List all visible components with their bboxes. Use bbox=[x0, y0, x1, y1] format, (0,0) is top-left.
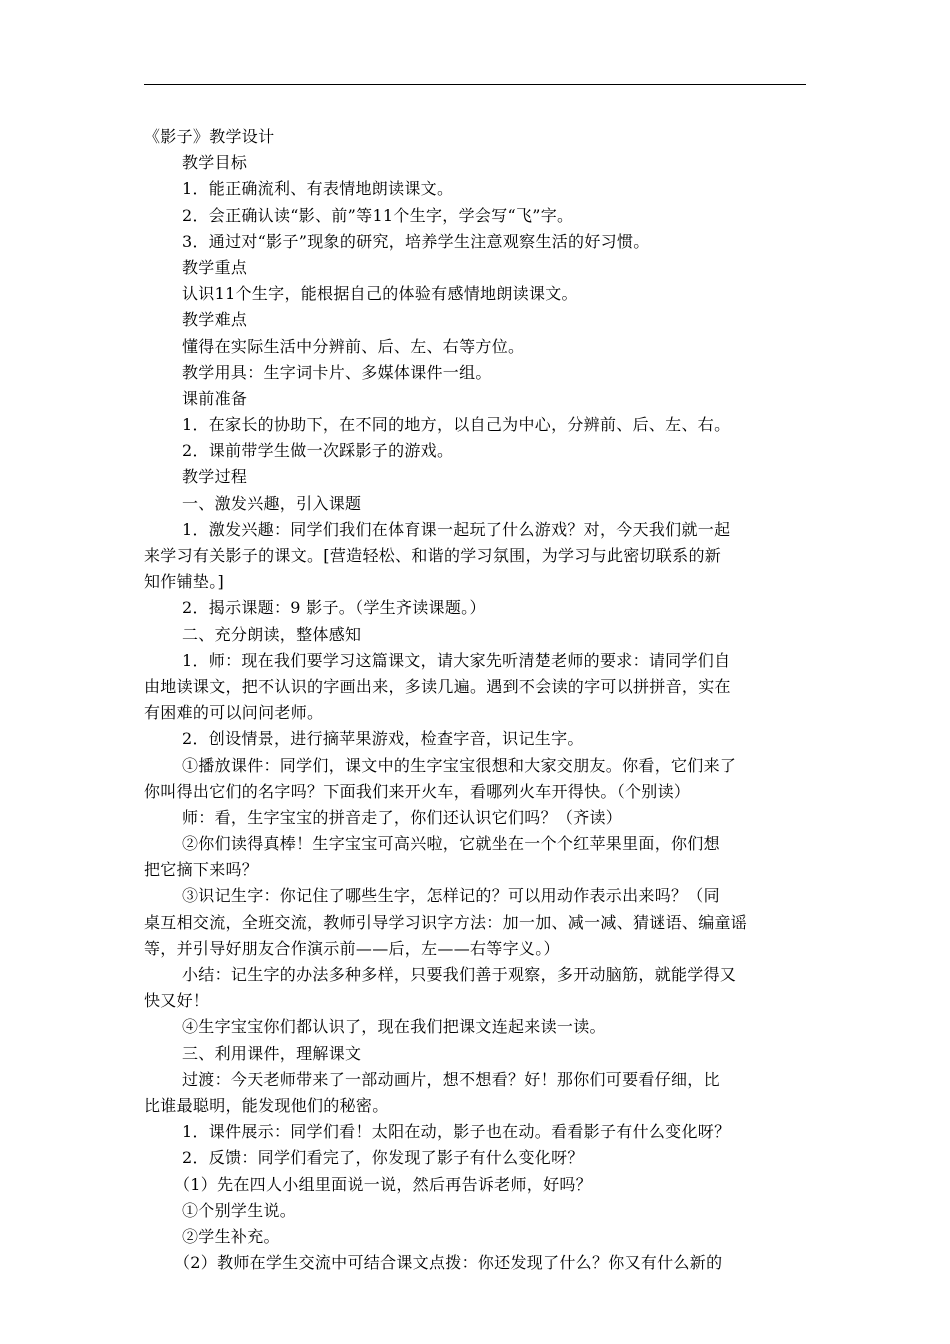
document-body bbox=[144, 124, 806, 1276]
paragraph-line: 教学用具：生字词卡片、多媒体课件一组。 bbox=[182, 362, 492, 382]
paragraph-line: ②学生补充。 bbox=[182, 1226, 280, 1246]
paragraph-line: （2）教师在学生交流中可结合课文点拨：你还发现了什么？你又有什么新的 bbox=[174, 1253, 723, 1273]
paragraph-line: 2．揭示课题：9 影子。（学生齐读课题。） bbox=[182, 598, 486, 618]
paragraph-line: 1．在家长的协助下，在不同的地方，以自己为中心，分辨前、后、左、右。 bbox=[182, 415, 731, 435]
paragraph-line: 有困难的可以问问老师。 bbox=[144, 703, 324, 723]
section-heading: 三、利用课件，理解课文 bbox=[182, 1043, 362, 1063]
section-heading: 教学过程 bbox=[182, 467, 248, 487]
paragraph-line: 1．课件展示：同学们看！太阳在动，影子也在动。看看影子有什么变化呀？ bbox=[182, 1122, 731, 1142]
paragraph-line: ②你们读得真棒！生字宝宝可高兴啦，它就坐在一个个红苹果里面，你们想 bbox=[182, 834, 720, 854]
paragraph-line: 1．师：现在我们要学习这篇课文，请大家先听清楚老师的要求：请同学们自 bbox=[182, 650, 731, 670]
paragraph-line: ①个别学生说。 bbox=[182, 1200, 297, 1220]
paragraph-line: 过渡：今天老师带来了一部动画片，想不想看？好！那你们可要看仔细，比 bbox=[182, 1069, 720, 1089]
paragraph-line: 2．反馈：同学们看完了，你发现了影子有什么变化呀？ bbox=[182, 1148, 584, 1168]
section-heading: 教学难点 bbox=[182, 310, 248, 330]
paragraph-line: 1．能正确流利、有表情地朗读课文。 bbox=[182, 179, 454, 199]
paragraph-line: ③识记生字：你记住了哪些生字，怎样记的？可以用动作表示出来吗？（同 bbox=[182, 886, 720, 906]
section-heading: 课前准备 bbox=[182, 388, 248, 408]
section-heading: 一、激发兴趣，引入课题 bbox=[182, 493, 362, 513]
paragraph-line: 3．通过对“影子”现象的研究，培养学生注意观察生活的好习惯。 bbox=[182, 231, 650, 251]
paragraph-line: 2．课前带学生做一次踩影子的游戏。 bbox=[182, 441, 454, 461]
paragraph-line: 懂得在实际生活中分辨前、后、左、右等方位。 bbox=[182, 336, 525, 356]
paragraph-line: 来学习有关影子的课文。[营造轻松、和谐的学习氛围，为学习与此密切联系的新 bbox=[144, 546, 722, 565]
paragraph-line: 2．会正确认读“影、前”等11个生字，学会写“飞”字。 bbox=[182, 205, 574, 225]
header-rule bbox=[144, 84, 806, 85]
section-heading: 教学重点 bbox=[182, 257, 248, 277]
paragraph-line: 认识11个生字，能根据自己的体验有感情地朗读课文。 bbox=[182, 284, 578, 304]
paragraph-line: 小结：记生字的办法多种多样，只要我们善于观察，多开动脑筋，就能学得又 bbox=[182, 965, 737, 984]
paragraph-line: 快又好！ bbox=[144, 991, 210, 1011]
paragraph-line: ④生字宝宝你们都认识了，现在我们把课文连起来读一读。 bbox=[182, 1017, 606, 1037]
paragraph-line: 桌互相交流，全班交流，教师引导学习识字方法：加一加、减一减、猜谜语、编童谣 bbox=[144, 912, 748, 932]
paragraph-line: 比谁最聪明，能发现他们的秘密。 bbox=[144, 1095, 389, 1115]
paragraph-line: 把它摘下来吗？ bbox=[144, 860, 259, 880]
paragraph-line: 你叫得出它们的名字吗？下面我们来开火车，看哪列火车开得快。（个别读） bbox=[144, 781, 691, 801]
paragraph-line: 2．创设情景，进行摘苹果游戏，检查字音，识记生字。 bbox=[182, 729, 584, 749]
document-title: 《影子》教学设计 bbox=[144, 127, 275, 146]
paragraph-line: 师：看，生字宝宝的拼音走了，你们还认识它们吗？（齐读） bbox=[182, 807, 623, 827]
paragraph-line: ①播放课件：同学们，课文中的生字宝宝很想和大家交朋友。你看，它们来了 bbox=[182, 755, 737, 775]
paragraph-line: 1．激发兴趣：同学们我们在体育课一起玩了什么游戏？对，今天我们就一起 bbox=[182, 519, 731, 539]
paragraph-line: 由地读课文，把不认识的字画出来，多读几遍。遇到不会读的字可以拼拼音，实在 bbox=[144, 676, 731, 696]
paragraph-line: 知作铺垫。] bbox=[144, 572, 225, 592]
section-heading: 二、充分朗读，整体感知 bbox=[182, 624, 362, 644]
section-heading: 教学目标 bbox=[182, 153, 248, 173]
paragraph-line: （1）先在四人小组里面说一说，然后再告诉老师，好吗？ bbox=[174, 1174, 592, 1194]
paragraph-line: 等，并引导好朋友合作演示前——后，左——右等字义。） bbox=[144, 938, 560, 958]
